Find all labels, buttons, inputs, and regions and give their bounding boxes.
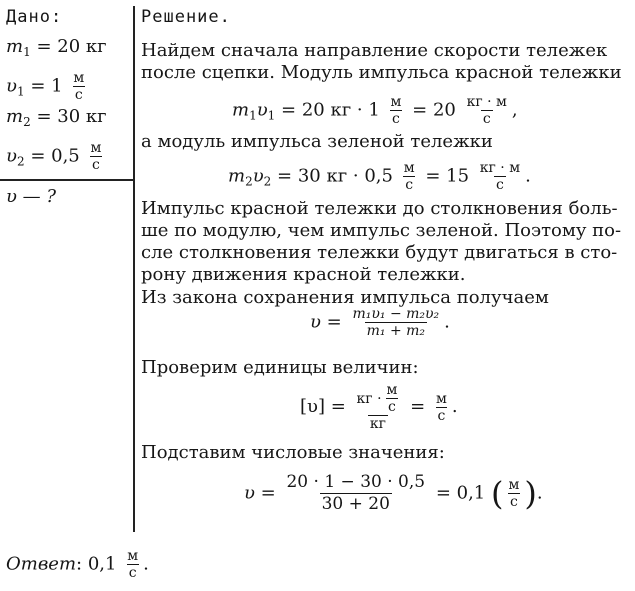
solution-para3-line2: ше по модулю, чем импульс зеленой. Поэтому по- (141, 220, 622, 241)
right-paren: ) (524, 474, 537, 513)
given-v2: $\upsilon_2 = 0,5$ $\frac{м}{с}$ (6, 140, 102, 173)
solution-para6: Подставим числовые значения: (141, 442, 445, 463)
solution-title: Решение. (141, 7, 231, 27)
equation-conservation: υ = $\frac{\text{m₁υ₁ − m₂υ₂}}{\text{m₁ + m₂}}$ . (310, 306, 450, 339)
solution-para2: а модуль импульса зеленой тележки (141, 131, 493, 152)
solution-para1-line2: после сцепки. Модуль импульса красной тележки (141, 62, 622, 83)
given-find-divider (0, 179, 135, 181)
given-find: υ — ? (6, 186, 57, 207)
solution-para3-line1: Импульс красной тележки до столкновения боль- (141, 198, 618, 219)
solution-para3-line4: рону движения красной тележки. (141, 264, 466, 285)
given-title: Дано: (6, 7, 63, 27)
given-m2: $m_2 = 30$ кг (6, 106, 107, 129)
left-paren: ( (490, 474, 504, 513)
equation-numeric: υ = $\frac{20 \cdot 1 - 30 \cdot 0,5}{30 + 20}$ = 0,1 ( $\frac{м}{с}$ ). (244, 472, 543, 514)
solution-para5: Проверим единицы величин: (141, 357, 419, 378)
solution-para3-line3: сле столкновения тележки будут двигаться в сто- (141, 242, 618, 263)
solution-para1-line1: Найдем сначала направление скорости тележек (141, 40, 608, 61)
column-divider (133, 6, 135, 532)
answer: Ответ: 0,1 $\frac{м}{с}$ . (6, 548, 149, 581)
solution-para4: Из закона сохранения импульса получаем (141, 287, 549, 308)
given-m1: $m_1 = 20$ кг (6, 36, 107, 59)
equation-units: [υ] = кг · $\frac{м}{с}$ кг = $\frac{м}{с}$ . (300, 382, 458, 432)
given-v1: $\upsilon_1 = 1$ $\frac{м}{с}$ (6, 70, 85, 103)
equation-green-momentum: $m_2\upsilon_2 = 30$ кг · 0,5 $\frac{м}{с}$ = 15 $\frac{кг \cdot м}{с}$ . (228, 160, 531, 193)
equation-red-momentum: $m_1\upsilon_1 = 20$ кг · 1 $\frac{м}{с}$ = 20 $\frac{кг \cdot м}{с}$ , (232, 94, 518, 127)
